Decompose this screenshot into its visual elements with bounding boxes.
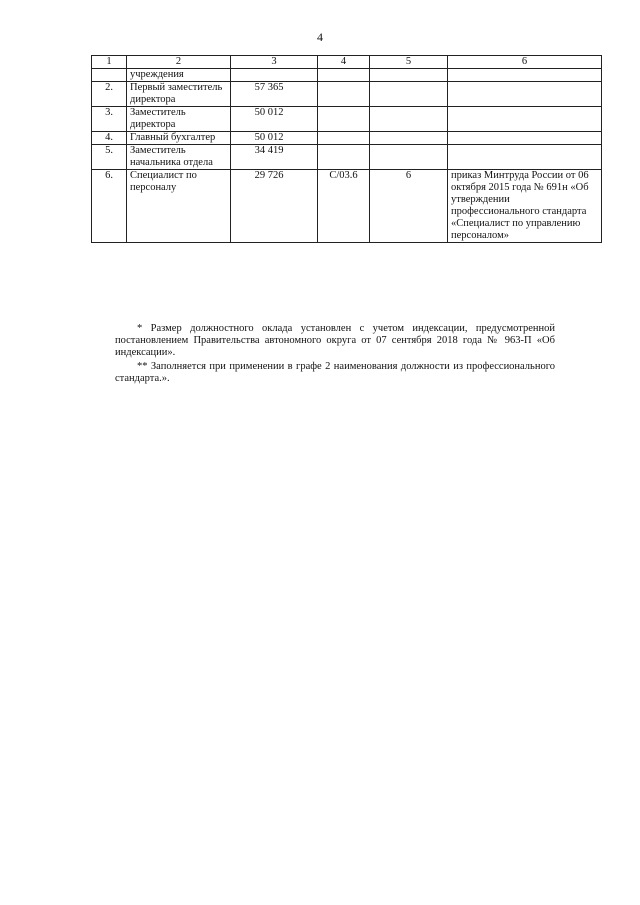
- row-number: 6.: [92, 170, 127, 243]
- function-code: С/03.6: [318, 170, 370, 243]
- qualification-level: [370, 107, 448, 132]
- function-code: [318, 69, 370, 82]
- professional-standard: [448, 69, 602, 82]
- table-header-row: [92, 56, 602, 69]
- row-number: 4.: [92, 132, 127, 145]
- table-row: [92, 82, 602, 107]
- table-row: [92, 170, 602, 243]
- professional-standard: приказ Минтруда России от 06 октября 2015 года № 691н «Об утверждении профессионального стандарта «Специалист по управлению персоналом»: [448, 170, 602, 243]
- salary-value: [231, 132, 318, 145]
- row-number: 5.: [92, 145, 127, 170]
- header-cell-2: 2: [127, 56, 231, 69]
- row-number: 2.: [92, 82, 127, 107]
- salary-text: 50 012: [254, 107, 284, 118]
- position-name: Первый заместитель директора: [127, 82, 231, 107]
- position-name: Заместитель директора: [127, 107, 231, 132]
- page-number: 4: [317, 30, 323, 44]
- qualification-level: 6: [370, 170, 448, 243]
- professional-standard: [448, 107, 602, 132]
- position-name: учреждения: [127, 69, 231, 82]
- salary-value: [231, 107, 318, 132]
- professional-standard: [448, 82, 602, 107]
- table-row: [92, 107, 602, 132]
- function-code: [318, 107, 370, 132]
- table-row: [92, 69, 602, 82]
- salary-table: [91, 55, 602, 243]
- function-code: [318, 82, 370, 107]
- header-cell-4: 4: [318, 56, 370, 69]
- qualification-level: [370, 145, 448, 170]
- table-row: [92, 132, 602, 145]
- header-cell-5: 5: [370, 56, 448, 69]
- qualification-level: [370, 82, 448, 107]
- professional-standard: [448, 132, 602, 145]
- salary-text: 50 012: [254, 132, 284, 143]
- header-cell-3: 3: [231, 56, 318, 69]
- row-number: [92, 69, 127, 82]
- row-number: 3.: [92, 107, 127, 132]
- position-name: Заместитель начальника отдела: [127, 145, 231, 170]
- professional-standard: [448, 145, 602, 170]
- footnote-salary-indexation: * Размер должностного оклада установлен с учетом индексации, предусмотренной постановлением Правительства автономного округа от 07 сентября 2018 года № 963-П «Об индексации».: [115, 323, 555, 358]
- position-name: Главный бухгалтер: [127, 132, 231, 145]
- salary-text: 34 419: [254, 145, 284, 156]
- position-name: Специалист по персоналу: [127, 170, 231, 243]
- salary-value: [231, 82, 318, 107]
- header-cell-1: 1: [92, 56, 127, 69]
- function-code: [318, 145, 370, 170]
- footnote-position-name: ** Заполняется при применении в графе 2 наименования должности из профессионального стандарта.».: [115, 361, 555, 384]
- salary-text: 29 726: [254, 170, 284, 181]
- salary-value: [231, 170, 318, 243]
- qualification-level: [370, 132, 448, 145]
- qualification-level: [370, 69, 448, 82]
- header-cell-6: 6: [448, 56, 602, 69]
- salary-value: [231, 145, 318, 170]
- function-code: [318, 132, 370, 145]
- table-row: [92, 145, 602, 170]
- salary-value: [231, 69, 318, 82]
- salary-text: 57 365: [254, 82, 284, 93]
